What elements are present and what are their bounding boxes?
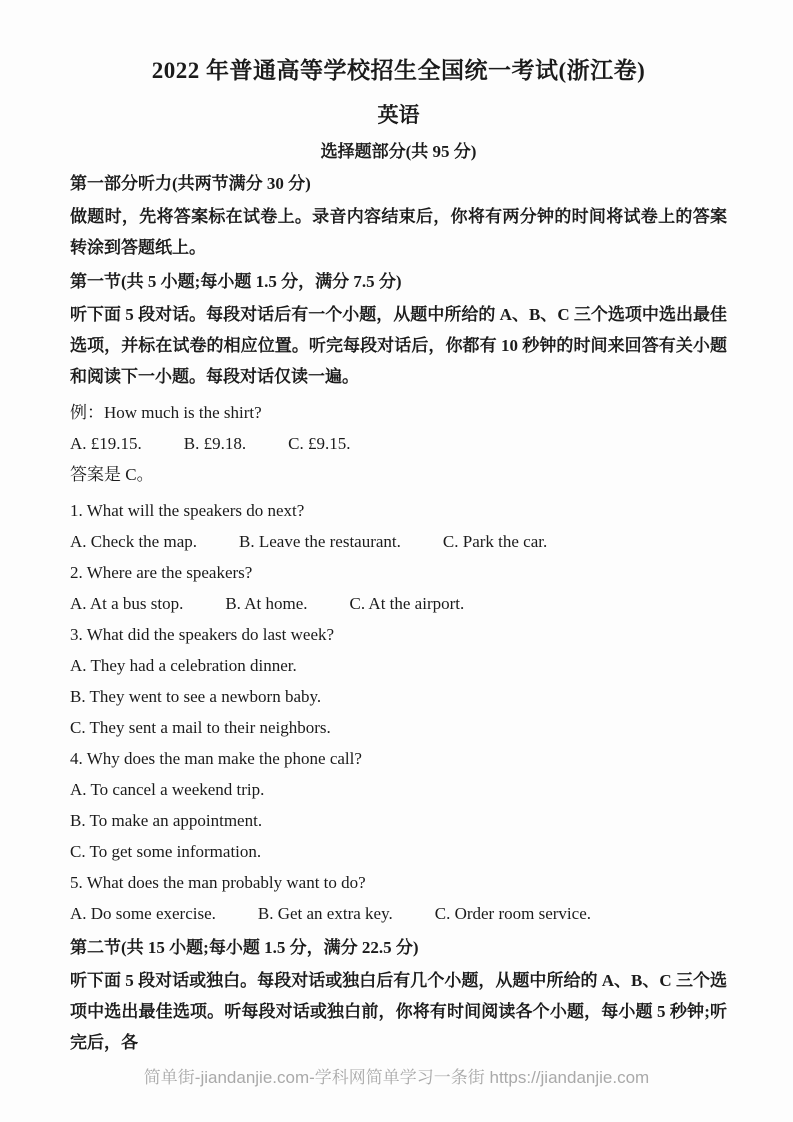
question-text: 4. Why does the man make the phone call?	[70, 749, 362, 768]
example-option-b: B. £9.18.	[183, 434, 247, 453]
option: C. They sent a mail to their neighbors.	[70, 718, 331, 737]
option: C. Park the car.	[442, 532, 548, 551]
option: A. To cancel a weekend trip.	[70, 780, 265, 799]
example-option-c: C. £9.15.	[288, 434, 351, 453]
option: B. Get an extra key.	[257, 904, 393, 923]
option: A. Check the map.	[70, 532, 197, 551]
example-question: 例：How much is the shirt?	[70, 403, 262, 422]
option: B. At home.	[225, 594, 308, 613]
option: C. To get some information.	[70, 842, 262, 861]
questions-list	[70, 495, 727, 929]
example-answer-note: 答案是 C。	[70, 465, 154, 484]
options-row	[70, 898, 727, 929]
question-text: 5. What does the man probably want to do?	[70, 873, 366, 892]
section2-instructions: 听下面 5 段对话或独白。每段对话或独白后有几个小题，从题中所给的 A、B、C 三个选项中选出最佳选项。听每段对话或独白前，你将有时间阅读各个小题，每小题 5 秒钟;听完后，各	[70, 971, 727, 1052]
example-option-a: A. £19.15.	[70, 434, 142, 453]
options-row	[70, 526, 727, 557]
page-title: 2022 年普通高等学校招生全国统一考试(浙江卷)	[151, 58, 646, 83]
question-text: 3. What did the speakers do last week?	[70, 625, 335, 644]
option: A. At a bus stop.	[70, 594, 184, 613]
part1-heading: 第一部分听力(共两节满分 30 分)	[70, 174, 311, 193]
option: A. Do some exercise.	[70, 904, 216, 923]
option: A. They had a celebration dinner.	[70, 656, 297, 675]
question-text: 2. Where are the speakers?	[70, 563, 253, 582]
option: B. They went to see a newborn baby.	[70, 687, 322, 706]
select-part-heading: 选择题部分(共 95 分)	[320, 142, 477, 161]
question-text: 1. What will the speakers do next?	[70, 501, 305, 520]
section1-instructions: 听下面 5 段对话。每段对话后有一个小题，从题中所给的 A、B、C 三个选项中选出最佳选项，并标在试卷的相应位置。听完每段对话后，你都有 10 秒钟的时间来回答有关小题和阅读下一小题。每段对话仅读一遍。	[70, 305, 727, 386]
options-row	[70, 588, 727, 619]
example-options-row	[70, 428, 727, 459]
watermark-footer: 简单街-jiandanjie.com-学科网简单学习一条街 https://jiandanjie.com	[143, 1068, 650, 1087]
option: C. At the airport.	[349, 594, 465, 613]
subject-title: 英语	[377, 103, 420, 127]
section1-heading: 第一节(共 5 小题;每小题 1.5 分，满分 7.5 分)	[70, 272, 402, 291]
section2-heading: 第二节(共 15 小题;每小题 1.5 分，满分 22.5 分)	[70, 938, 419, 957]
option: B. Leave the restaurant.	[239, 532, 401, 551]
option: C. Order room service.	[434, 904, 591, 923]
part1-general-instructions: 做题时，先将答案标在试卷上。录音内容结束后，你将有两分钟的时间将试卷上的答案转涂到答题纸上。	[70, 207, 727, 257]
option: B. To make an appointment.	[70, 811, 263, 830]
